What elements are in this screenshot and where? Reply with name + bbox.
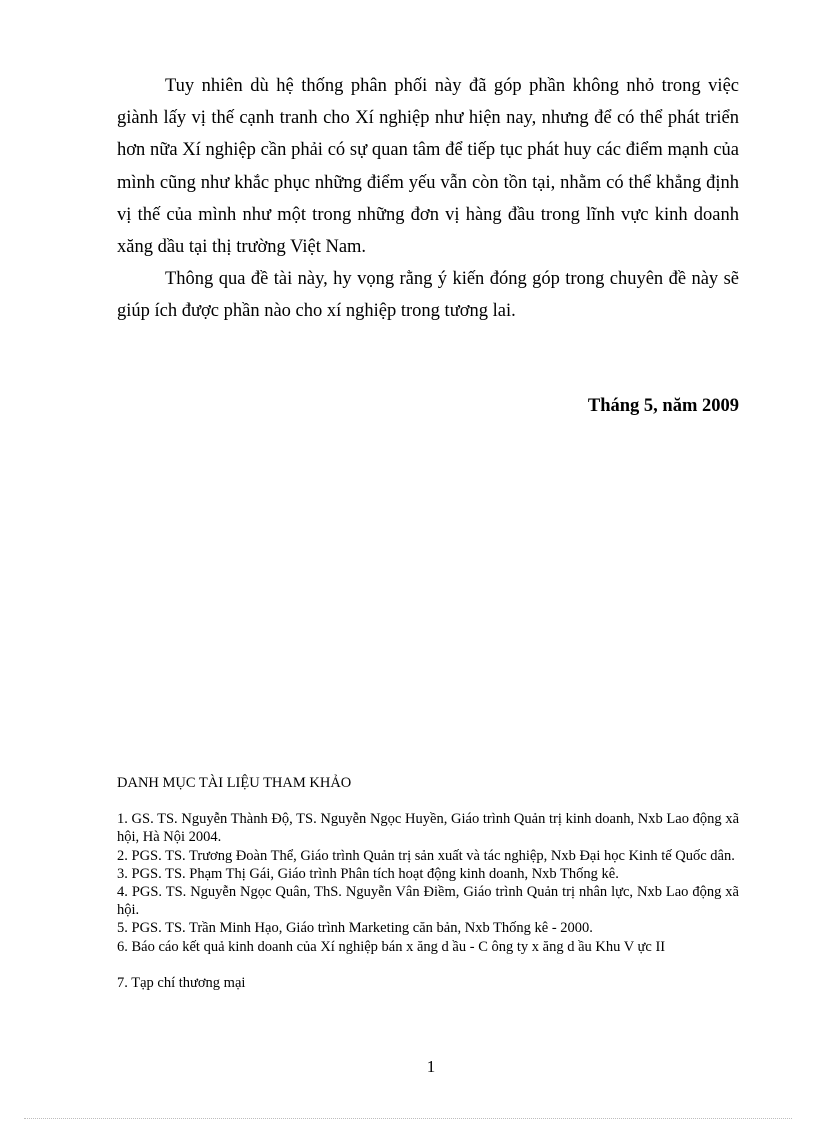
- paragraph-1: Tuy nhiên dù hệ thống phân phối này đã góp phần không nhỏ trong việc giành lấy vị thế cạnh tranh cho Xí nghiệp như hiện nay, nhưng để có thể phát triển hơn nữa Xí nghiệp cần phải có sự quan tâm để tiếp tục phát huy các điểm mạnh của mình cũng như khắc phục những điểm yếu vẫn còn tồn tại, nhằm có thể khẳng định vị thế của mình như một trong những đơn vị hàng đầu trong lĩnh vực kinh doanh xăng dầu tại thị trường Việt Nam.: [117, 76, 739, 258]
- paragraph-2: Thông qua đề tài này, hy vọng rằng ý kiến đóng góp trong chuyên đề này sẽ giúp ích được phần nào cho xí nghiệp trong tương lai.: [117, 269, 739, 322]
- reference-item: 3. PGS. TS. Phạm Thị Gái, Giáo trình Phân tích hoạt động kinh doanh, Nxb Thống kê.: [117, 865, 619, 882]
- reference-item: 7. Tạp chí thương mại: [117, 974, 246, 991]
- reference-item: 2. PGS. TS. Trương Đoàn Thể, Giáo trình Quản trị sản xuất và tác nghiệp, Nxb Đại học Kinh tế Quốc dân.: [117, 847, 735, 864]
- references-section: [117, 774, 739, 992]
- reference-item: 5. PGS. TS. Trần Minh Hạo, Giáo trình Marketing căn bản, Nxb Thống kê - 2000.: [117, 920, 593, 937]
- body-text: [117, 70, 739, 328]
- page-number: 1: [426, 1057, 436, 1076]
- page-bottom-divider: [24, 1118, 792, 1119]
- reference-item: 6. Báo cáo kết quả kinh doanh của Xí nghiệp bán x ăng d ầu - C ông ty x ăng d ầu Khu V ực II: [117, 938, 666, 955]
- reference-item: 1. GS. TS. Nguyễn Thành Độ, TS. Nguyễn Ngọc Huyền, Giáo trình Quản trị kinh doanh, Nxb Lao động xã hội, Hà Nội 2004.: [117, 811, 739, 846]
- date-line: Tháng 5, năm 2009: [587, 396, 739, 416]
- reference-item: 4. PGS. TS. Nguyễn Ngọc Quân, ThS. Nguyễn Vân Điềm, Giáo trình Quản trị nhân lực, Nxb Lao động xã hội.: [117, 884, 739, 919]
- references-title: DANH MỤC TÀI LIỆU THAM KHẢO: [117, 775, 352, 791]
